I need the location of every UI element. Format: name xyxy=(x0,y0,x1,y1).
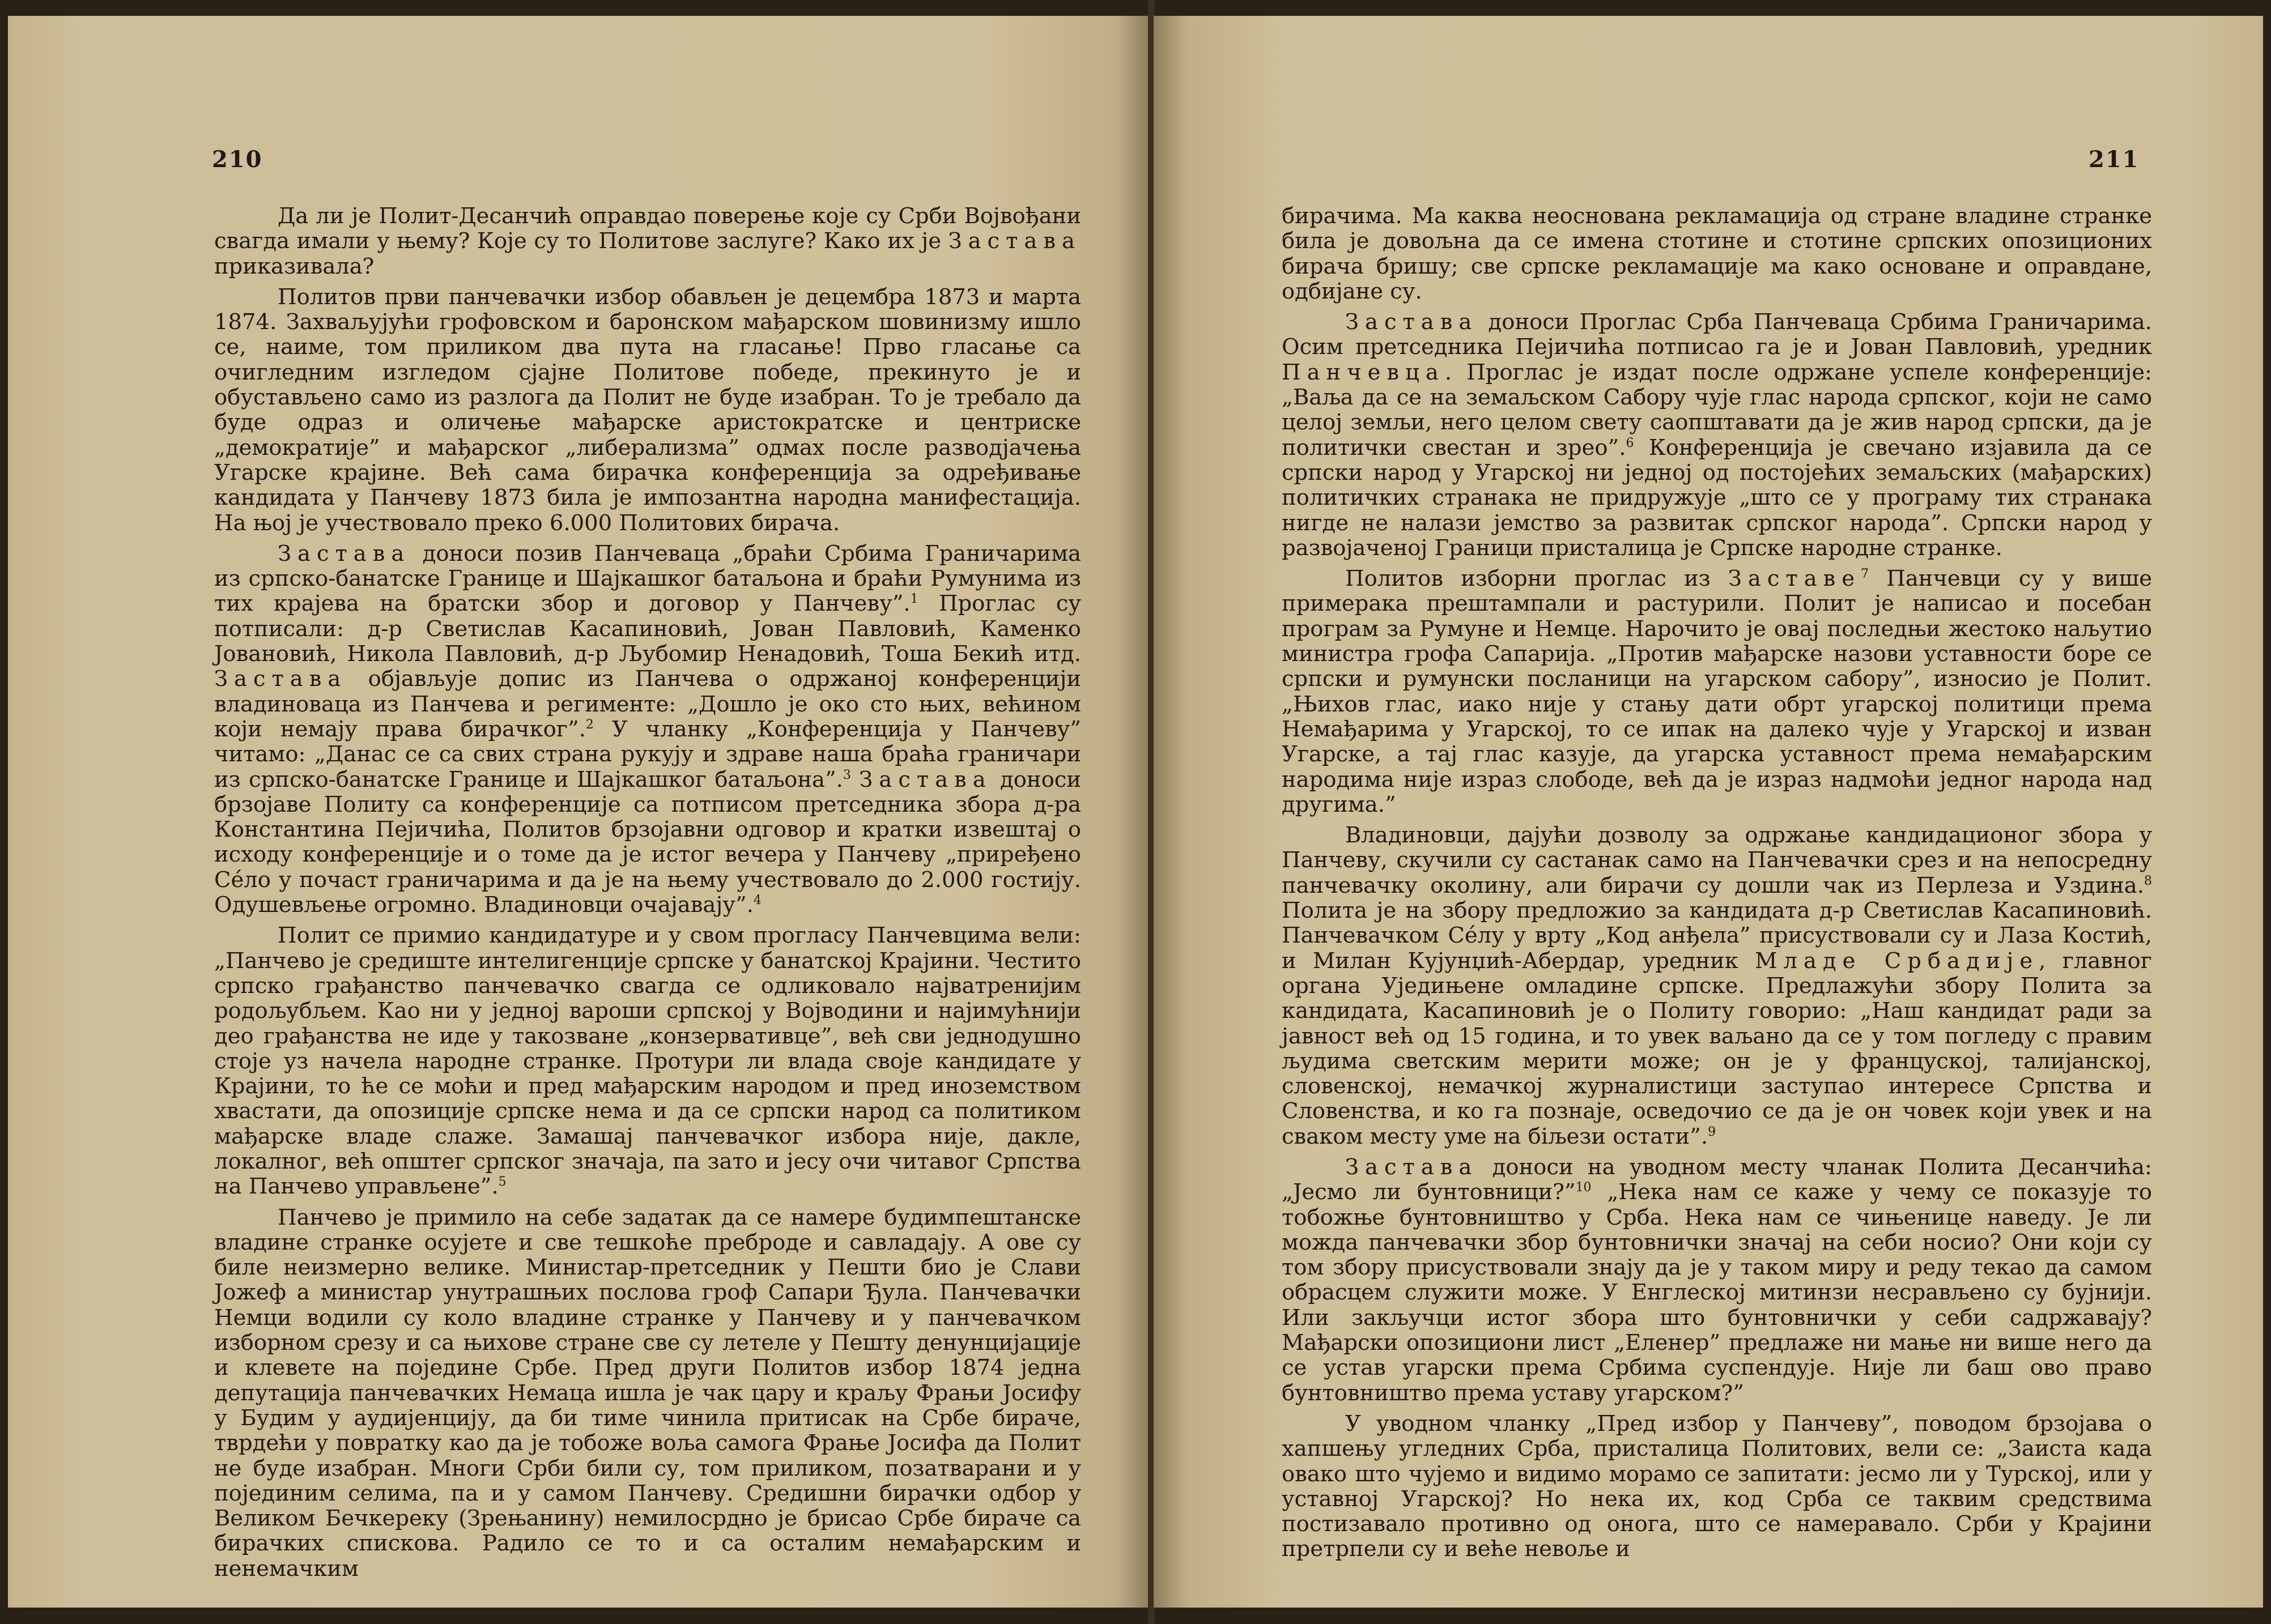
paragraph-text: доноси брзојаве Политу са конференције са потписом претседника збора д-ра Константина Пејичића, Политов брзојавни одговор и кратки извештај о исходу конференције и о томе да је истог вечера у Панчеву „приређено Сéло у почаст граничарима и да је на њему учествовало до 2.000 гостију. Одушевљење огромно. Владиновци очајавају”. xyxy=(214,766,1081,918)
footnote-ref: 10 xyxy=(1575,1180,1592,1195)
paragraph-text: У чланку „Конференција у Панчеву” читамо: „Данас се са свих страна рукују и здраве наша браћа граничари из српско-банатске Границе и Шајкашког батаљона”. xyxy=(214,716,1081,792)
paragraph-text: . Проглас је издат после одржане успеле конференције: „Ваља да се на земаљском Сабору чује глас народа српског, који не само целој земљи, него целом свету саопштавати да је жив народ српски, да је политички свестан и зрео”. xyxy=(1282,359,2152,461)
paragraph-text: , главног органа Уједињене омладине српске. Предлажући збору Полита за кандидата, Касапиновић је о Политу говорио: „Наш кандидат ради за јавност већ од 15 година, и то увек ваљано да се у том погледу с правим људима светским мерити може; он је у француској, талијанској, словенској, немачкој журналистици заступао интересе Српства и Словенства, и ко га познаје, осведочио се да је он човек који увек и на сваком месту уме на бiљези остати”. xyxy=(1282,948,2152,1149)
paragraph xyxy=(214,923,1081,1199)
paragraph xyxy=(1282,1412,2152,1562)
paragraph-text: бирачима. Ма каква неоснована рекламација од стране владине странке била је довољна да се имена стотине и стотине српских опозиционих бирача бришу; све српске рекламације ма како основане и оправдане, одбијане су. xyxy=(1282,203,2152,304)
paragraph-text xyxy=(851,767,859,792)
left-page xyxy=(8,16,1149,1608)
paragraph-text: Конференција је свечано изјавила да се српски народ у Угарској ни једној од постојећих земаљских (мађарских) политичких странака не придружује „што се у програму тих странака нигде не налази јемство за развитак српског народа”. Српски народ у развојаченој Граници присталица је Српске народне странке. xyxy=(1282,434,2152,561)
paragraph xyxy=(214,285,1081,536)
spaced-title: Застава xyxy=(1345,309,1478,335)
footnote-ref: 7 xyxy=(1861,567,1869,582)
paragraph-text: Политов изборни проглас из xyxy=(1345,566,1728,592)
paragraph xyxy=(1282,823,2152,1149)
page-number: 210 xyxy=(212,146,263,173)
paragraph-text: доноси Проглас Срба Панчеваца Србима Граничарима. Осим претседника Пејичића потписао га је и Јован Павловић, уредник xyxy=(1282,309,2152,360)
footnote-ref: 5 xyxy=(498,1175,507,1190)
paragraph xyxy=(1282,566,2152,817)
paragraph-text: Полит се примио кандидатуре и у свом прогласу Панчевцима вели: „Панчево је средиште интелигенције српске у банатској Крајини. Честито српско грађанство панчевачко свагда се одликовало најватренијим родољубљем. Као ни у једној вароши српској у Војводини и најимућнији део грађанства не иде у такозване „конзервативце”, већ сви једнодушно стоје уз начела народне странке. Протури ли влада своје кандидате у Крајини, то ће се моћи и пред мађарским народом и пред иноземством хвастати, да опозиције српске нема и да се српски народ са политиком мађарске владе слаже. Замашај панчевачког избора није, дакле, локалног, већ општег српског значаја, па зато и јесу очи читавог Српства на Панчево управљене”. xyxy=(214,923,1081,1200)
spaced-title: Застава xyxy=(214,666,347,692)
spaced-title: Застава xyxy=(1345,1154,1478,1180)
paragraph-text: Панчевци су у више примерака прештампали и растурили. Полит је написао и посебан програм за Румуне и Немце. Нарочито је овај последњи жестоко наљутио министра грофа Сапарија. „Против мађарске назови уставности боре се српски и румунски посланици на угарском сабору”, износио је Полит. „Њихов глас, иако није у стању дати обрт угарској политици према Немађарима у Угарској, то се ипак на далеко чује у Угарској и изван Угарске, а тај глас казује, да угарска уставност према немађарским народима није израз слободе, већ да је израз надмоћи једног народа над другима.” xyxy=(1282,566,2152,817)
spaced-title: Младе Србадије xyxy=(1755,948,2039,974)
spaced-title: Заставе xyxy=(1728,566,1861,592)
paragraph xyxy=(1282,1155,2152,1406)
paragraph-text: Панчево је примило на себе задатак да се намере будимпештанске владине странке осујете и све тешкоће преброде и савладају. А ове су биле неизмерно велике. Министар-претседник у Пешти био је Слави Јожеф а министар унутрашњих послова гроф Сапари Ђула. Панчевачки Немци водили су коло владине странке у Панчеву и у панчевачком изборном срезу и са њихове стране све су летеле у Пешту денунцијације и клевете на поједине Србе. Пред други Политов избор 1874 једна депутација панчевачких Немаца ишла је чак цару и краљу Фрањи Јосифу у Будим у аудијенцију, да би тиме чинила притисак на Србе бираче, тврдећи у повратку као да је тобоже воља самога Фрање Јосифа да Полит не буде изабран. Многи Срби били су, том приликом, позатварани и у појединим селима, па и у самом Панчеву. Средишни бирачки одбор у Великом Бечкереку (Зрењанину) немилосрдно је брисао Србе бираче са бирачких спискова. Радило се то и са осталим немађарским и ненемачким xyxy=(214,1204,1081,1582)
page-body xyxy=(214,204,1081,1587)
footnote-ref: 9 xyxy=(1708,1124,1716,1139)
footnote-ref: 1 xyxy=(910,592,918,607)
page-number: 211 xyxy=(2089,146,2140,173)
paragraph-text: објављује допис из Панчева о одржаној конференцији владиноваца из Панчева и регименте: „Дошло је око сто њих, већином који немају права бирачког”. xyxy=(214,666,1081,742)
footnote-ref: 2 xyxy=(585,718,594,732)
paragraph-text: У уводном чланку „Пред избор у Панчеву”, поводом брзојава о хапшењу угледних Срба, присталица Политових, вели се: „Заиста када овако што чујемо и видимо морамо се запитати: јесмо ли у Турској, или у уставној Угарској? Но нека их, код Срба се таквим средствима постизавало противно од онога, што се намеравало. Срби у Крајини претрпели су и веће невоље и xyxy=(1282,1410,2152,1562)
spaced-title: Застава xyxy=(948,228,1081,254)
paragraph xyxy=(1282,310,2152,561)
footnote-ref: 8 xyxy=(2144,873,2152,888)
paragraph-text: Да ли је Полит-Десанчић оправдао поверење које су Срби Војвођани свагда имали у њему? Које су то Политове заслуге? Како их је xyxy=(214,203,1081,254)
paragraph-text: приказивала? xyxy=(214,253,375,279)
paragraph xyxy=(214,542,1081,918)
paragraph-text: „Нека нам се каже у чему се показује то тобожње бунтовништво у Срба. Нека нам се чињенице наведу. Је ли можда панчевачки збор бунтовнички значај на себи носио? Они који су том збору присуствовали знају да је у таком миру и реду текао да самом обрасцем служити може. У Енглеској митинзи несрављено су бујнији. Или закључци истог збора што бунтовнички у себи садржавају? Мађарски опозициони лист „Еленер” предлаже ни мање ни више него да се устав угарски према Србима суспендује. Није ли баш ово право бунтовништво према уставу угарском?” xyxy=(1282,1179,2152,1406)
paragraph xyxy=(214,204,1081,279)
paragraph-text: Владиновци, дајући дозволу за одржање кандидационог збора у Панчеву, скучили су састанак само на Панчевачки срез и на непосредну панчевачку околину, али бирачи су дошли чак из Перлеза и Уздина. xyxy=(1282,822,2152,898)
paragraph-text: Политов први панчевачки избор обављен је децембра 1873 и марта 1874. Захваљујући грофовском и баронском мађарском шовинизму ишло се, наиме, том приликом два пута на гласање! Прво гласање са очигледним изгледом сјајне Политове победе, прекинуто је и обустављено само из разлога да Полит не буде изабран. То је требало да буде одраз и оличење мађарске аристократске и центриске „демократије” и мађарског „либерализма” одмах после разводјачења Угарске крајине. Већ сама бирачка конференција за одређивање кандидата у Панчеву 1873 била је импозантна народна манифестација. На њој је учествовало преко 6.000 Политових бирача. xyxy=(214,284,1081,536)
paragraph-text: Полита је на збору предложио за кандидата д-р Светислав Касапиновић. Панчевачком Сéлу у врту „Код анђела” присуствовали су и Лаза Костић, и Милан Кујунџић-Абердар, уредник xyxy=(1282,898,2152,974)
footnote-ref: 6 xyxy=(1626,436,1634,450)
page-body xyxy=(1282,204,2152,1568)
paragraph xyxy=(1282,204,2152,304)
paragraph xyxy=(214,1205,1081,1582)
paragraph-text: Проглас су потписали: д-р Светислав Касапиновић, Јован Павловић, Каменко Јовановић, Никола Павловић, д-р Љубомир Ненадовић, Тоша Бекић итд. xyxy=(214,591,1081,667)
spaced-title: Панчевца xyxy=(1282,359,1445,385)
right-page xyxy=(1154,16,2263,1608)
spaced-title: Застава xyxy=(278,540,411,566)
paragraph-text: доноси позив Панчеваца „браћи Србима Граничарима из српско-банатске Границе и Шајкашког батаљона и браћи Румунима из тих крајева на братски збор и договор у Панчеву”. xyxy=(214,540,1081,617)
footnote-ref: 3 xyxy=(843,768,851,782)
footnote-ref: 4 xyxy=(753,893,762,908)
paragraph-text: доноси на уводном месту чланак Полита Десанчића: „Јесмо ли бунтовници?” xyxy=(1282,1154,2152,1205)
spaced-title: Застава xyxy=(859,766,992,792)
